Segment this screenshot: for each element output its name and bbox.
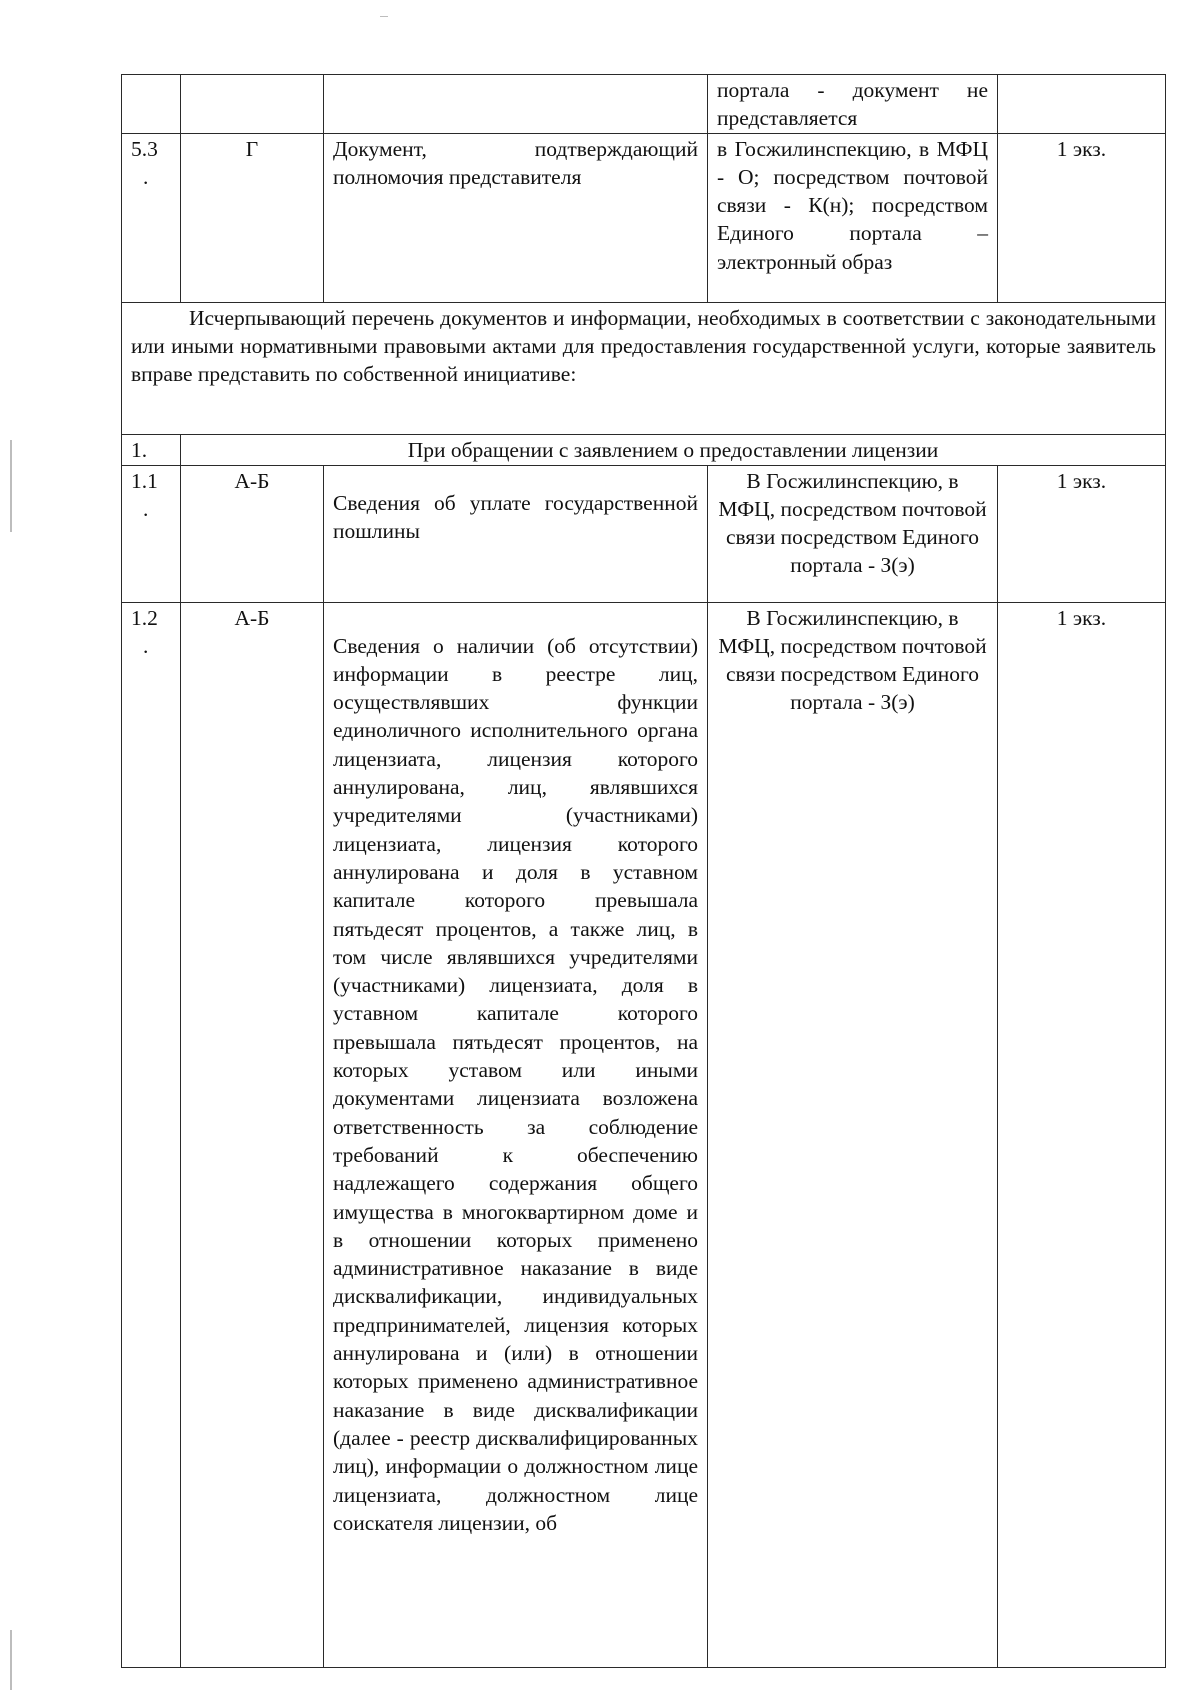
row-number-dot: . xyxy=(143,633,149,658)
section-heading xyxy=(122,302,1166,434)
table-row xyxy=(122,133,1166,302)
cell-quantity: 1 экз. xyxy=(998,465,1166,602)
cell-name xyxy=(324,75,708,134)
cell-name-text: Сведения об уплате государственной пошлины xyxy=(333,490,698,543)
cell-code xyxy=(181,75,324,134)
row-number: 1.1 xyxy=(131,468,158,493)
row-number: 1.2 xyxy=(131,605,158,630)
cell-code: А-Б xyxy=(181,465,324,602)
cell-quantity xyxy=(998,75,1166,134)
cell-code: Г xyxy=(181,133,324,302)
cell-name-text: Сведения о наличии (об отсутствии) информации в реестре лиц, осуществлявших функции единоличного исполнительного органа лицензиата, лицензия которого аннулирована, лиц, являвшихся учредителями (участниками) лицензиата, лицензия которого аннулирована и доля в уставном капитале которого превышала пятьдесят процентов, а также лиц, в том числе являвшихся учредителями (участниками) лицензиата, доля в уставном капитале которого превышала пятьдесят процентов, на которых уставом или иными документами лицензиата возложена ответственность за соблюдение требований к обеспечению надлежащего содержания общего имущества в многоквартирном доме и в отношении которых применено административное наказание в виде дисквалификации, индивидуальных предпринимателей, лицензия которых аннулирована и (или) в отношении которых применено административное наказание в виде дисквалификации (далее - реестр дисквалифицированных лиц), информации о должностном лице лицензиата, должностном лице соискателя лицензии, об xyxy=(333,633,698,1535)
table-row xyxy=(122,602,1166,1667)
cell-name xyxy=(324,465,708,602)
cell-num xyxy=(122,133,181,302)
cell-quantity: 1 экз. xyxy=(998,602,1166,1667)
cell-quantity: 1 экз. xyxy=(998,133,1166,302)
cell-name: Документ, подтверждающий полномочия представителя xyxy=(324,133,708,302)
row-number: 5.3 xyxy=(131,136,158,161)
cell-num xyxy=(122,602,181,1667)
cell-delivery-method: В Госжилинспекцию, в МФЦ, посредством почтовой связи посредством Единого портала - З(э) xyxy=(708,602,998,1667)
cell-delivery-method: В Госжилинспекцию, в МФЦ, посредством почтовой связи посредством Единого портала - З(э) xyxy=(708,465,998,602)
scan-mark xyxy=(10,1630,12,1690)
table-row xyxy=(122,75,1166,134)
section-heading-text: Исчерпывающий перечень документов и информации, необходимых в соответствии с законодательными или иными нормативными правовыми актами для предоставления государственной услуги, которые заявитель вправе представить по собственной инициативе: xyxy=(131,305,1156,387)
cell-num: 1. xyxy=(122,434,181,465)
cell-delivery-method: в Госжилинспекцию, в МФЦ - О; посредством почтовой связи - К(н); посредством Единого портала – электронный образ xyxy=(708,133,998,302)
cell-delivery-method: портала - документ не представляется xyxy=(708,75,998,134)
cell-name xyxy=(324,602,708,1667)
scan-mark xyxy=(10,440,12,532)
documents-table xyxy=(121,74,1166,1668)
cell-code: А-Б xyxy=(181,602,324,1667)
section-row xyxy=(122,302,1166,434)
table-row xyxy=(122,434,1166,465)
table-row xyxy=(122,465,1166,602)
cell-num xyxy=(122,75,181,134)
scan-mark xyxy=(380,16,388,17)
row-number-dot: . xyxy=(143,164,149,189)
subsection-title: При обращении с заявлением о предоставлении лицензии xyxy=(181,434,1166,465)
row-number-dot: . xyxy=(143,496,149,521)
cell-num xyxy=(122,465,181,602)
